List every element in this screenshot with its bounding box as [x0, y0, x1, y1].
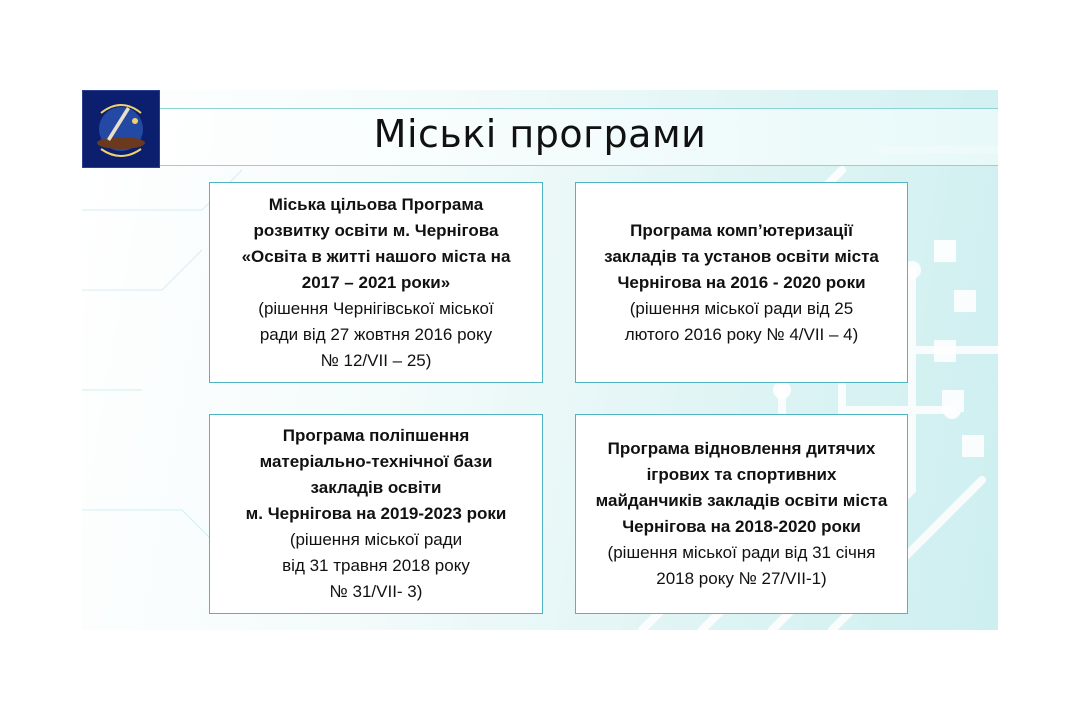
card-note-line: 2018 року № 27/VII-1): [656, 569, 827, 588]
card-title-line: Програма поліпшення: [282, 426, 470, 445]
card-title-line: Міська цільова Програма: [268, 194, 484, 214]
card-note-line: (рішення міської ради від 25: [629, 298, 854, 318]
page-title: Міські програми: [373, 112, 707, 156]
card-title-line: Чернігова на 2016 - 2020 роки: [617, 272, 866, 292]
program-card-education: [209, 182, 543, 383]
logo: [82, 90, 160, 168]
card-title-line: розвитку освіти м. Чернігова: [253, 220, 499, 240]
card-title-line: закладів освіти: [310, 478, 442, 497]
program-card-material-base: [209, 414, 543, 614]
card-note-line: (рішення міської ради від 31 січня: [607, 543, 876, 562]
card-title-line: «Освіта в житті нашого міста на: [241, 246, 511, 266]
program-card-playgrounds: [575, 414, 908, 614]
card-title-line: матеріально-технічної бази: [259, 452, 493, 471]
card-note-line: від 31 травня 2018 року: [282, 556, 470, 575]
card-title-line: Чернігова на 2018-2020 роки: [622, 517, 861, 536]
card-note-line: лютого 2016 року № 4/VII – 4): [624, 324, 859, 344]
card-title-line: Програма відновлення дитячих: [607, 439, 876, 458]
card-note-line: ради від 27 жовтня 2016 року: [259, 324, 493, 344]
program-card-computerization: [575, 182, 908, 383]
card-note-line: (рішення Чернігівської міської: [258, 298, 494, 318]
card-title-line: ігрових та спортивних: [646, 465, 837, 484]
card-note-line: № 31/VII- 3): [329, 582, 423, 601]
card-title-line: м. Чернігова на 2019-2023 роки: [245, 504, 507, 523]
card-title-line: майданчиків закладів освіти міста: [595, 491, 888, 510]
card-note-line: (рішення міської ради: [289, 530, 463, 549]
card-note-line: № 12/VII – 25): [320, 350, 432, 370]
card-title-line: 2017 – 2021 роки»: [301, 272, 451, 292]
logo-emblem-icon: [83, 91, 159, 167]
card-title-line: закладів та установ освіти міста: [604, 246, 879, 266]
card-title-line: Програма комп’ютеризації: [630, 220, 853, 240]
